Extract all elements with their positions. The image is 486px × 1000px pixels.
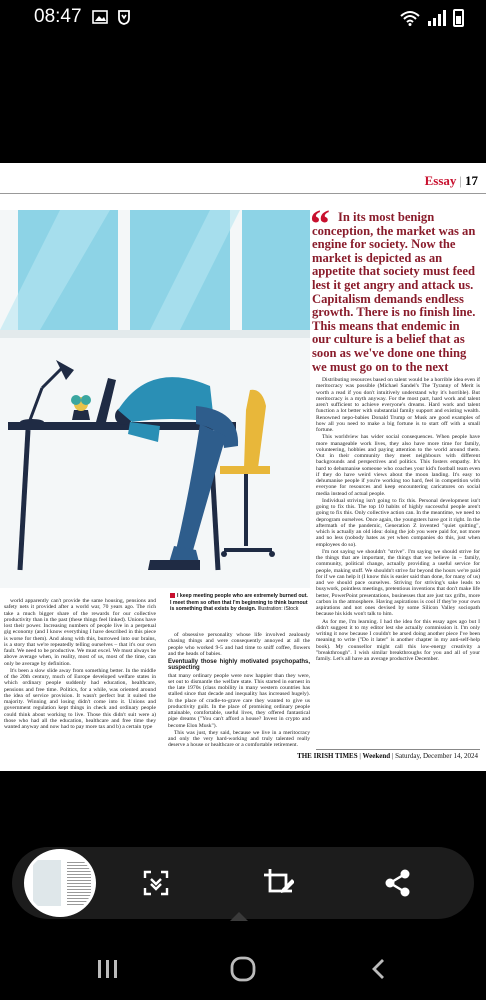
paragraph: This was just, they said, because we live in a meritocracy and only the very hard-working and truly talented really deserve a house or healthcare or a comfortable retirement.	[168, 729, 310, 749]
status-system-icons	[399, 9, 464, 27]
paragraph: Distributing resources based on talent would be a horrible idea even if meritocracy was possible (Michael Sandel's The Tyranny of Merit is worth a read if you don't intuitively understand why it's horrible). But meritocracy is a myth anyway. For the most part, hard work and talent aren't sufficient to achieve everyone's dreams. Hard work and talent function a lot better with substantial family support and existing wealth. Renowned nepo-babies Donald Trump or Musk are good examples of how all you need to make a big fortune is to start off with a small fortune.	[316, 377, 480, 433]
page-header: Essay | 17	[424, 173, 478, 188]
paragraph: I'm not saying we shouldn't "strive". I'm saying we should strive for the things that are important, the things that we believe in – family, community, political change, actually providing a useful service for people, making stuff. We shouldn't strive far beyond the hours we're paid for if we can help it (I know this is easier said than done, for many of us) and we should pace ourselves. Striving for striving's sake leads to busywork, pointless meetings, pretentious inventions that don't make life better, PowerPoint presentations, businesses that are just tax grifts, more carbon in the atmosphere. Having aspirations is cool if they're your own aspirations and not ones devised by some Silicon Valley sociopath because his kids won't talk to him.	[316, 548, 480, 618]
page-number: 17	[465, 173, 478, 188]
page-footer: THE IRISH TIMES | Weekend | Saturday, December 14, 2024	[297, 752, 478, 760]
footer-masthead: THE IRISH TIMES	[297, 752, 358, 760]
paragraph: It's been a slow slide away from something better. In the middle of the 20th century, much of Europe developed welfare states in which ordinary people suddenly had education, healthcare, pensions and free time. Politics, for a while, was oriented around the idea of service provision. It wasn't perfect but it suited the majority. Winning and losing didn't come into it. Unions and government regulation kept things in check and ordinary people could think about working to live. Those this didn't suit were a) those who had all the education, healthcare and free time they wanted anyway and now had to pay more tax and b) a certain type	[4, 667, 156, 730]
share-button[interactable]	[382, 867, 414, 899]
screenshot-toolbar	[12, 847, 474, 919]
back-button[interactable]	[364, 954, 394, 984]
status-time: 08:47	[34, 6, 82, 27]
paragraph: This worldview has wider social consequences. When people have more manageable work lives, they also have more time for family, volunteering, hobbies and paying attention to the world around them. Out in their community they meet neighbours with different backgrounds and perspectives and politics. This fosters empathy. It's hard to dehumanise someone who coaches your kid's football team even if they do have weird views about the moon landing. It's easy to dehumanise people if you're working too hard, feel in competition with everyone for resources and keep encountering caricatures on social media instead of actual people.	[316, 434, 480, 497]
battery-icon	[453, 9, 464, 27]
subheading: Eventually those highly motivated psychopaths, suspecting	[168, 659, 310, 672]
crop-edit-icon	[262, 867, 294, 899]
back-icon	[367, 957, 391, 981]
status-bar	[0, 0, 486, 36]
gallery-icon	[92, 9, 108, 25]
caption-marker	[170, 593, 175, 598]
wifi-icon	[399, 10, 421, 26]
paragraph: of obsessive personality whose life involved zealously chasing things and were consequently annoyed at all the people who worked 9-5 and had time to sniff coffee, flowers and the heads of babies.	[168, 632, 310, 657]
screenshot-thumbnail[interactable]	[24, 849, 96, 917]
quote-mark-icon: “	[310, 201, 330, 246]
navigation-bar	[0, 938, 486, 1000]
footer-rule	[316, 749, 480, 750]
signal-icon	[427, 10, 447, 26]
status-notification-icons	[92, 9, 132, 25]
paragraph: As for me, I'm learning. I had the idea for this essay ages ago but I didn't suggest it to my editor lest she actually commission it. I'm only writing it now because I couldn't be arsed doing another piece I've been meaning to write ("Do it later" is another chapter in my anti-self-help book). My counsellor might call this low-energy creativity a "breakthrough". I wish similar breakthroughs for you and all of your family. Let's all have an average productive December.	[316, 618, 480, 662]
recents-icon	[95, 957, 119, 981]
home-icon	[229, 955, 257, 983]
section-label: Essay	[424, 173, 457, 188]
caption-text: I keep meeting people who are extremely burned out. I meet them so often that I'm beginning to think burnout is something that exists by design.	[170, 593, 308, 612]
scroll-capture-icon	[141, 868, 171, 898]
toolbar-caret	[230, 912, 248, 921]
home-button[interactable]	[228, 954, 258, 984]
paragraph: that many ordinary people were now happier than they were, set out to dismantle the welfare state. This started in earnest in the late 1970s (class mobility in many western countries has stalled since that decade and inequality has increased hugely). In the place of cradle-to-grave care they wanted to give us productivity guilt. In the place of promising ordinary people attainable, comfortable, useful lives, they offered fantastical pipe dreams ("You can't afford a house? Invest in crypto and become Elon Musk").	[168, 672, 310, 729]
recents-button[interactable]	[92, 954, 122, 984]
article-column-3	[316, 377, 480, 663]
newspaper-page	[0, 163, 486, 771]
crop-edit-button[interactable]	[262, 867, 294, 899]
header-rule	[0, 193, 486, 194]
scroll-capture-button[interactable]	[140, 867, 172, 899]
burnout-illustration	[0, 210, 310, 588]
article-column-1	[4, 598, 156, 731]
shield-app-icon	[116, 9, 132, 25]
caption-credit: Illustration: iStock	[257, 606, 299, 612]
paragraph: Individual striving isn't going to fix this. Personal development isn't going to fix this. The top 10 habits of highly successful people aren't going to fix this. Only collective action can. In the meantime, we need to deprogram ourselves. Once again, the youngsters have got it right. In the aftermath of the pandemic, Generation Z invented "quiet quitting", which is actually an old idea: doing the job you were paid for, not more and no less (nobody hates as yet when companies do this, just when employees do so).	[316, 497, 480, 548]
illustration-caption	[170, 593, 310, 613]
pull-quote-text: In its most benign conception, the market was an engine for society. Now the market is depicted as an appetite that society must feed lest it get angry and attack us. Capitalism demands endless growth. There is no finish line. This means that endemic in our culture is a belief that as soon as we've done one thing we must go on to the next	[312, 210, 476, 374]
footer-date: Saturday, December 14, 2024	[395, 752, 478, 760]
pull-quote	[310, 201, 480, 374]
share-icon	[383, 868, 413, 898]
article-column-2	[168, 632, 310, 750]
paragraph: world apparently can't provide the same housing, pensions and safety nets it provided after a world war, 70 years ago. The rich take a much bigger share of the rewards for our collective productivity than in the past (these things feel linked). Unions have lost their power. Increasing numbers of people live in a perpetual gig economy (and I know everything I have described in this piece is worse for them). And along with this, burrowed into our brains, is a story that we're repeatedly telling ourselves – that it's our own fault. We need to be productive. We must excel. We must always be above average when, in reality, most of us, most of the time, can only be average by definition.	[4, 598, 156, 667]
footer-edition: Weekend	[362, 752, 391, 760]
